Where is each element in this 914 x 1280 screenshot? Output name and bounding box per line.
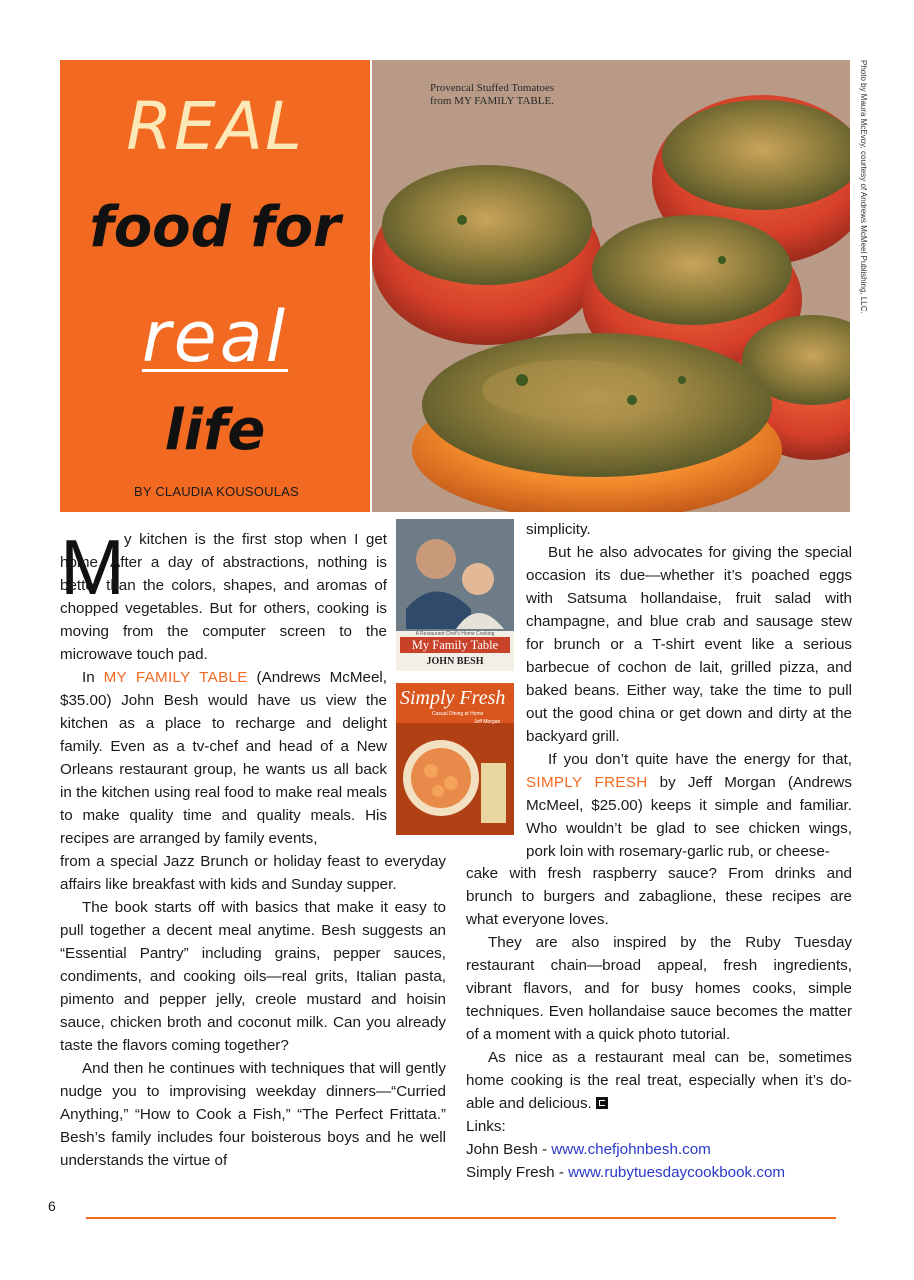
tomatoes-illustration xyxy=(372,60,850,512)
p2-pre: In xyxy=(82,669,104,686)
book2-author: Jeff Morgan xyxy=(474,719,501,725)
paragraph-6-continued: cake with fresh raspberry sauce? From drinks and brunch to burgers and zabaglione, these recipes are what everyone loves. xyxy=(466,865,852,928)
book1-subtitle: A Restaurant Chef's Home Cooking xyxy=(415,631,495,637)
paragraph-1-text: y kitchen is the first stop when I get home. After a day of abstractions, nothing is better than the colors, shapes, and aromas of chopped vegetables. But for others, cooking is moving from the computer screen to the microwave touch pad. xyxy=(60,531,387,663)
title-real: REAL xyxy=(126,88,304,165)
caption-line-1: Provencal Stuffed Tomatoes xyxy=(429,82,555,94)
paragraph-7: They are also inspired by the Ruby Tuesday restaurant chain—broad appeal, fresh ingredients, vibrant flavors, and for busy homes cooks, simple techniques. Even hollandaise sauce becomes the matter of a moment with a quick photo tutorial. xyxy=(466,934,852,1043)
paragraph-8-text: As nice as a restaurant meal can be, sometimes home cooking is the real treat, especially when it’s do-able and delicious. xyxy=(466,1049,852,1112)
stuffed-tomatoes-photo xyxy=(372,60,850,512)
article-column-2-top xyxy=(526,518,852,863)
byline: BY CLAUDIA KOUSOULAS xyxy=(134,484,299,499)
link-row-john-besh xyxy=(466,1138,852,1161)
p6-text: by Jeff Morgan (Andrews McMeel, $25.00) keeps it simple and familiar. Who wouldn’t be glad to see chicken wings, pork loin with rosemary-garlic rub, or cheese- xyxy=(526,774,852,860)
my-family-table-book-cover xyxy=(396,519,514,671)
photo-caption xyxy=(412,82,572,108)
paragraph-2-continued: from a special Jazz Brunch or holiday feast to everyday affairs like breakfast with kids and Sunday supper. xyxy=(60,853,446,893)
footer-rule xyxy=(86,1217,836,1219)
paragraph-1 xyxy=(60,523,387,666)
book2-title: Simply Fresh xyxy=(400,687,506,709)
article-column-2-bottom xyxy=(466,862,852,1184)
paragraph-3: The book starts off with basics that make it easy to pull together a decent meal anytime. Besh suggests an “Essential Pantry” including grains, pepper sauces, condiments, and cooking oils—real grits, Italian pasta, pimento and pepper jelly, creole mustard and hoisin sauce, chicken broth and coconut milk. Can you already taste the flavors coming together? xyxy=(60,899,446,1054)
simply-fresh-book-cover xyxy=(396,683,514,835)
chefjohnbesh-link[interactable]: www.chefjohnbesh.com xyxy=(551,1141,711,1158)
paragraph-4-end: simplicity. xyxy=(526,521,591,538)
drop-cap: M xyxy=(60,523,125,611)
end-mark-icon xyxy=(596,1097,608,1109)
photo-credit-text: Photo by Maura McEvoy, courtesy of Andrews McMeel Publishing, LLC. xyxy=(859,60,868,314)
paragraph-4: And then he continues with techniques that will gently nudge you to improvising weekday dinners—“Curried Anything,” “How to Cook a Fish,” “The Perfect Frittata.” Besh’s family includes four boisterous boys and he well understands the virtue of xyxy=(60,1060,446,1169)
paragraph-5: But he also advocates for giving the special occasion its due—whether it’s poached eggs with Satsuma hollandaise, fruit salad with champagne, and blue crab and sausage stew for brunch or a T-shirt event like a serious barbecue of cochon de lait, grilled pizza, and baked beans. Either way, take the time to pull out the good china or get down and dirty at the backyard grill. xyxy=(526,544,852,745)
page-number: 6 xyxy=(48,1198,56,1214)
p6-pre: If you don’t quite have the energy for that, xyxy=(548,751,852,768)
rubytuesdaycookbook-link[interactable]: www.rubytuesdaycookbook.com xyxy=(568,1164,786,1181)
book2-subtitle: Casual Dining at Home xyxy=(432,711,484,717)
caption-line-2: from MY FAMILY TABLE. xyxy=(430,95,554,107)
my-family-table-highlight: MY FAMILY TABLE xyxy=(103,669,248,686)
book1-title: My Family Table xyxy=(400,637,510,653)
paragraph-8 xyxy=(466,1046,852,1115)
paragraph-2 xyxy=(60,666,387,850)
title-block xyxy=(60,60,370,512)
photo-credit xyxy=(856,60,870,314)
p2-text: (Andrews McMeel, $35.00) John Besh would have us view the kitchen as a place to recharge and delight family. Even as a tv-chef and head of a New Orleans restaurant group, he wants us all back in the kitchen using real food to make real meals to make quality time and quality meals. His recipes are arranged by family events, xyxy=(60,669,387,847)
link-row-simply-fresh xyxy=(466,1161,852,1184)
link1-label: John Besh - xyxy=(466,1141,552,1158)
title-real-underlined: real xyxy=(141,296,289,378)
simply-fresh-highlight: SIMPLY FRESH xyxy=(526,774,648,791)
links-label: Links: xyxy=(466,1118,506,1135)
link2-label: Simply Fresh - xyxy=(466,1164,569,1181)
title-life: life xyxy=(164,398,266,463)
paragraph-6 xyxy=(526,748,852,863)
book1-author: JOHN BESH xyxy=(426,656,484,667)
title-food-for: food for xyxy=(89,195,341,260)
article-column-1-bottom xyxy=(60,850,446,1172)
article-column-1-top xyxy=(60,523,387,850)
